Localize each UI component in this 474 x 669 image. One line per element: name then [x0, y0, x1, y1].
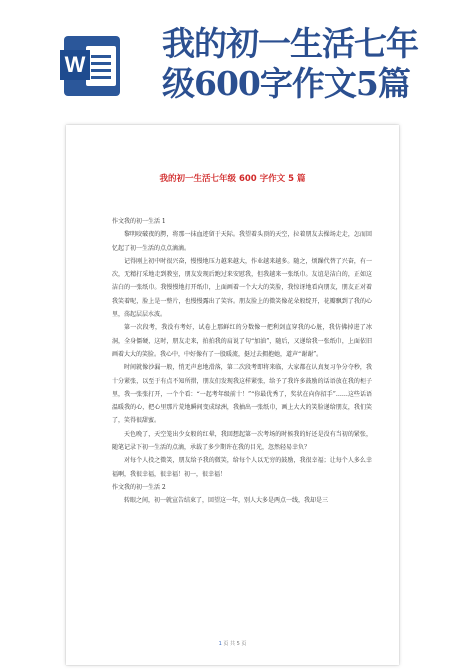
word-letter-badge: W — [60, 50, 90, 80]
document-title: 我的初一生活七年级 600 字作文 5 篇 — [159, 174, 306, 184]
paragraph: 黎明咬破夜的腭，将那一抹血迹留于天际。我望着头顶的天空，拉着朋友去操场走走，怎而回忆起了初一生活的点点滴滴。 — [112, 231, 372, 252]
page-number: 1 — [218, 641, 222, 647]
paragraph: 天色晚了，天空笼出少女般的红晕，我回想起第一次考场的时候我的好还是没有当初的紧张，随笔记录下初一生活的点滴，承载了多少期许在我的目光，忽然轻易幸负？ — [112, 430, 372, 452]
page-total: 页 共 5 页 — [223, 641, 247, 647]
paragraph: 时间就像沙漏一般，悄无声息地滑落，第二次段考即将来临，大家都在认真复习争分夺秒，我十分紧张，以至于有点不知所措，朋友们发现我这样紧张，给予了我许多鼓励的话语放在我的柜子里，我一张张打开，一个个看：“一起考年级前十！”“你最优秀了，奖状在向你招手”……这些话语温暖我的心，把心里那片荒地瞬间变成绿洲，我抽出一张纸巾，画上大大的笑脸递给朋友，我们笑了，笑得很甜蜜。 — [112, 364, 372, 425]
essay-heading-2: 作文我的初一生活 2 — [112, 483, 166, 491]
banner-title-line-1: 我的初一生活七年 — [162, 24, 418, 63]
banner-title-line-2: 级600字作文5篇 — [162, 64, 410, 103]
essay-heading-1: 作文我的初一生活 1 — [112, 218, 166, 225]
page-footer — [66, 640, 399, 647]
document-body — [112, 215, 372, 508]
banner — [0, 0, 474, 130]
document-page — [66, 125, 399, 665]
paragraph: 对每个人投之微笑，朋友给予我的微笑，给每个人以无穷的鼓励，我很幸福；让每个人多么幸福啊，我很幸福，很幸福！初一，很幸福！ — [112, 457, 372, 478]
document-sheet-icon — [86, 46, 116, 86]
word-document-icon — [64, 36, 120, 96]
paragraph: 记得刚上初中时很兴奋，慢慢地压力越来越大，作业越来越多。随之，烦躁代替了兴奋，有一次，无精打采地走到教室，朋友发现后跑过来安慰我，但我越来一张纸巾。友谊是洁白的，正如这洁白的一张纸巾。我慢慢地打开纸巾，上面画着一个大大的笑脸，我惊讶地看向朋友，朋友正对着我笑着呢，脸上是一整片，也慢慢露出了笑容。朋友脸上的微笑像花朵般绽开，花瓣飘到了我的心里，荡起层层水波。 — [112, 257, 372, 319]
paragraph: 第一次段考，我没有考好，试卷上那鲜红的分数像一把利剑直穿我的心脏，我仿佛掉进了冰洞，全身僵硬，这时，朋友走来，拍拍我的肩说了句“加油”，随后，又递给我一张纸巾，上面依旧画着大大的笑脸。我心中，中好像有了一股暖流，挺过去拥抱她，道声“谢谢”。 — [112, 324, 372, 358]
paragraph: 转眼之间，初一就宣告结束了，回望这一年，别人大多是两点一线，我却是三 — [124, 497, 329, 505]
